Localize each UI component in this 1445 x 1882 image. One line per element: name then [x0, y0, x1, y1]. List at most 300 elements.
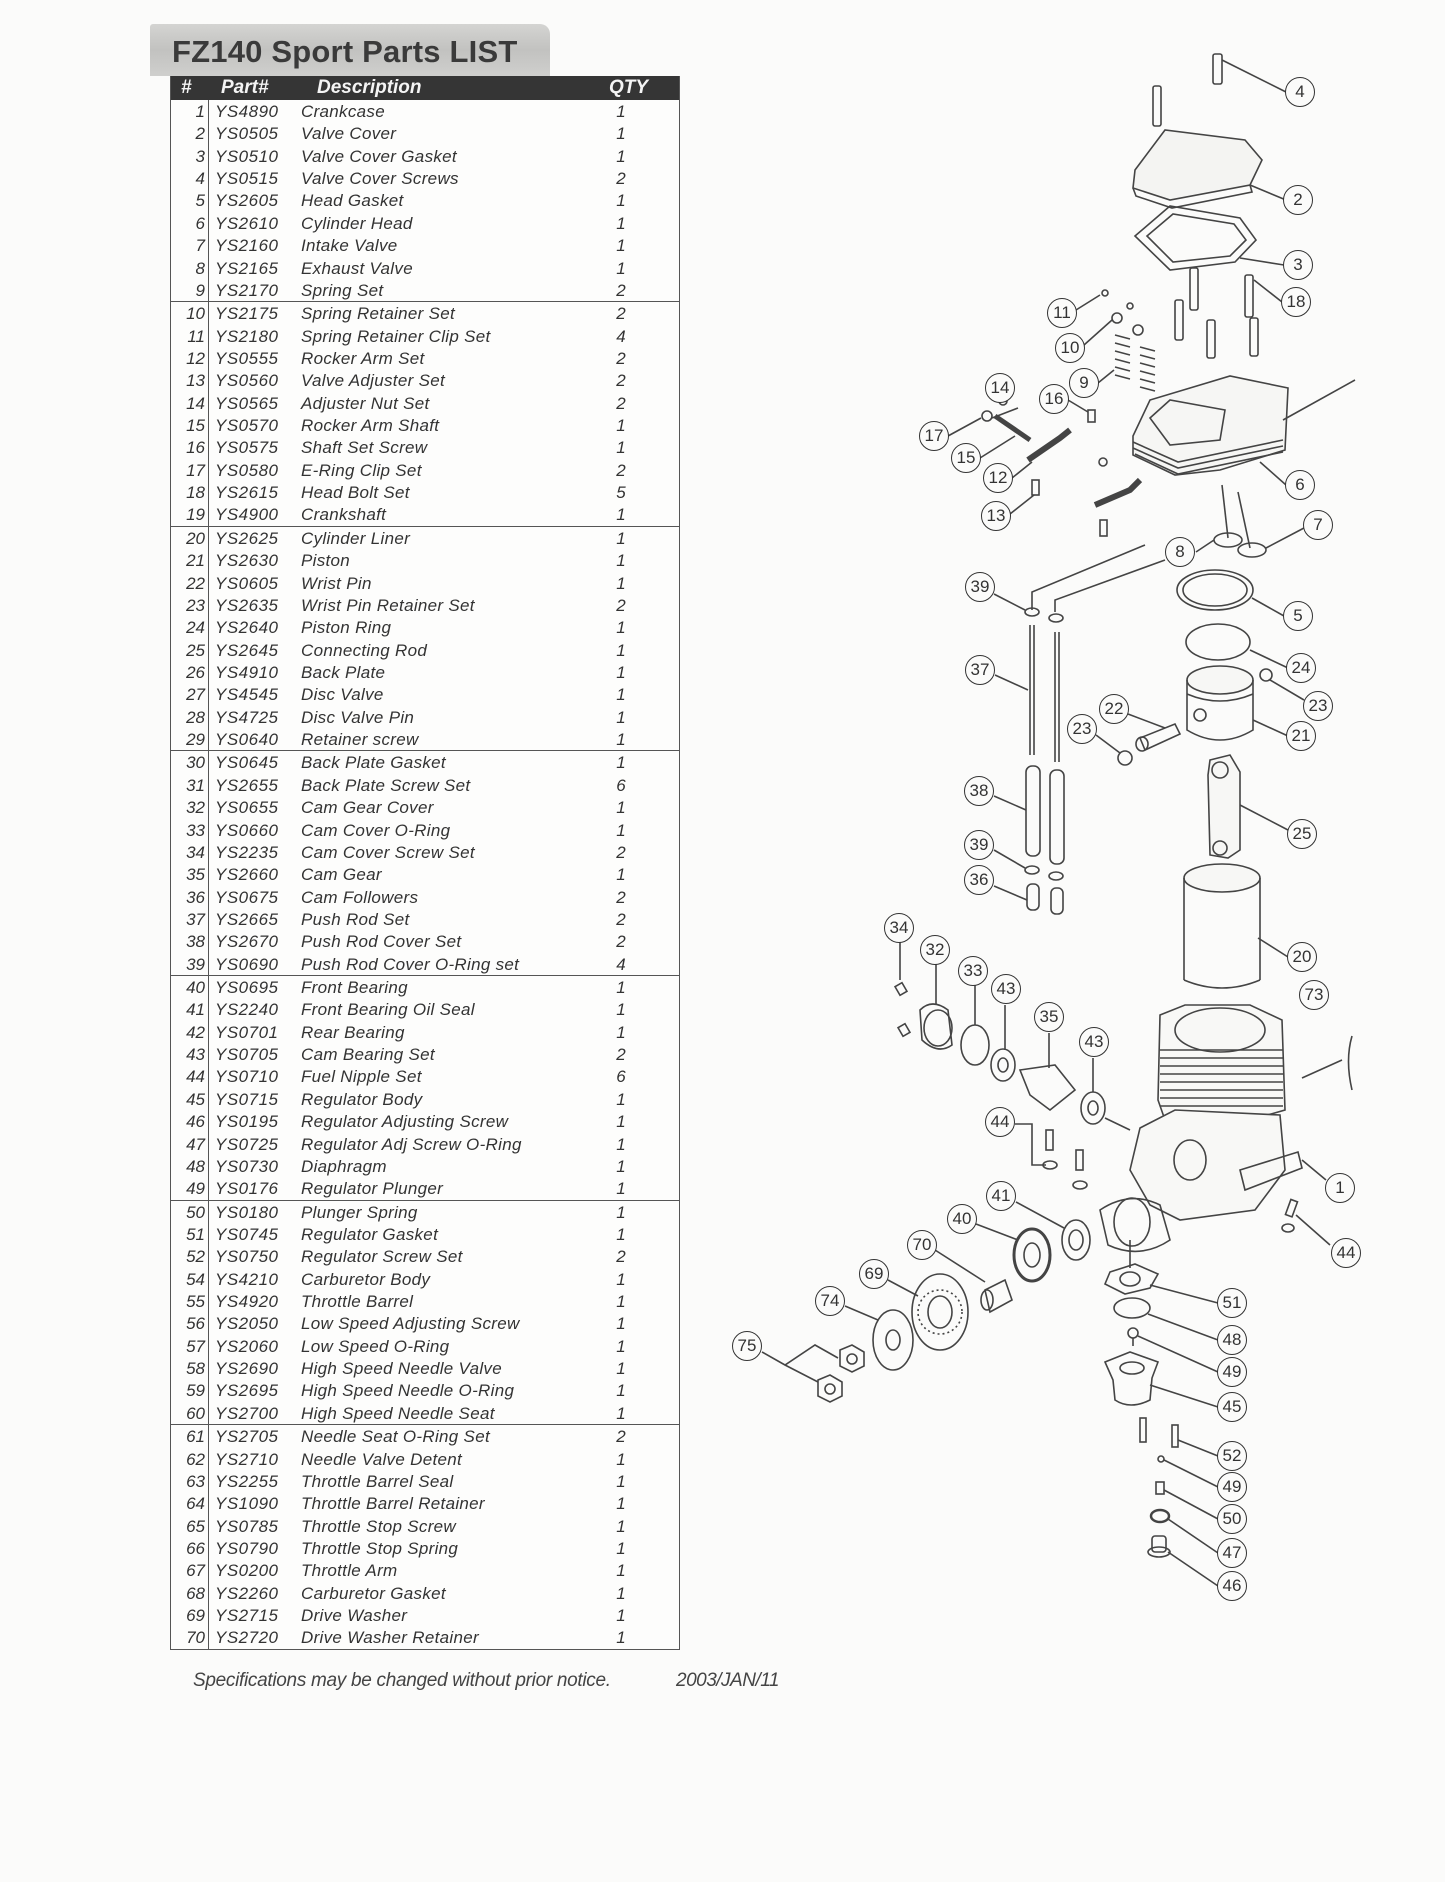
table-row: [171, 122, 679, 144]
quantity: 1: [616, 685, 626, 705]
quantity: 1: [616, 1089, 626, 1109]
part-description: Spring Retainer Set: [301, 304, 456, 324]
header-num: #: [181, 77, 192, 98]
part-description: High Speed Needle Seat: [301, 1403, 495, 1423]
table-row: [171, 392, 679, 414]
table-row: [171, 1604, 679, 1626]
part-number: YS2170: [215, 280, 279, 300]
item-number: 9: [195, 280, 205, 300]
part-number: YS4910: [215, 662, 279, 682]
part-number: YS2160: [215, 236, 279, 256]
item-number: 34: [186, 842, 205, 862]
quantity: 1: [616, 1516, 626, 1536]
callout-20: 20: [1287, 942, 1317, 972]
table-row: [171, 728, 679, 751]
part-number: YS2660: [215, 865, 279, 885]
part-description: Cam Followers: [301, 887, 419, 907]
callout-45: 45: [1217, 1392, 1247, 1422]
table-row: [171, 774, 679, 796]
part-number: YS4545: [215, 685, 279, 705]
callout-43: 43: [991, 974, 1021, 1004]
callout-12: 12: [983, 463, 1013, 493]
valves-icon: [1196, 485, 1304, 557]
part-number: YS0675: [215, 887, 279, 907]
callout-46: 46: [1217, 1571, 1247, 1601]
part-number: YS2255: [215, 1471, 279, 1491]
table-row: [171, 1537, 679, 1559]
callout-69: 69: [859, 1259, 889, 1289]
part-description: Carburetor Body: [301, 1269, 431, 1289]
part-description: Crankshaft: [301, 505, 387, 525]
part-description: Push Rod Cover Set: [301, 932, 462, 952]
quantity: 1: [616, 1449, 626, 1469]
part-number: YS0580: [215, 460, 279, 480]
part-number: YS2050: [215, 1314, 279, 1334]
item-number: 15: [186, 416, 205, 436]
quantity: 1: [616, 573, 626, 593]
callout-17: 17: [919, 421, 949, 451]
part-number: YS2715: [215, 1606, 279, 1626]
cylinder-liner-icon: [1184, 864, 1288, 988]
item-number: 69: [186, 1606, 205, 1626]
part-number: YS0690: [215, 954, 279, 974]
table-row: [171, 683, 679, 705]
table-row: [171, 167, 679, 189]
callout-15: 15: [951, 443, 981, 473]
item-number: 63: [186, 1471, 205, 1491]
item-number: 25: [186, 640, 205, 660]
item-number: 27: [186, 685, 205, 705]
table-row: [171, 1402, 679, 1425]
table-row: [171, 639, 679, 661]
table-row: [171, 347, 679, 369]
quantity: 1: [616, 1359, 626, 1379]
part-number: YS0655: [215, 798, 279, 818]
item-number: 22: [186, 573, 205, 593]
item-number: 20: [186, 528, 205, 548]
item-number: 23: [186, 595, 205, 615]
cylinder-head-icon: [1133, 376, 1355, 485]
part-description: Low Speed Adjusting Screw: [301, 1314, 520, 1334]
table-row: [171, 1559, 679, 1581]
callout-13: 13: [981, 501, 1011, 531]
callout-1: 1: [1325, 1173, 1355, 1203]
callout-9: 9: [1069, 368, 1099, 398]
header-part: Part#: [221, 77, 269, 98]
table-row: [171, 1043, 679, 1065]
table-row: [171, 257, 679, 279]
callout-11: 11: [1047, 298, 1077, 328]
callout-22: 22: [1099, 694, 1129, 724]
callout-39: 39: [965, 572, 995, 602]
part-number: YS2720: [215, 1628, 279, 1648]
item-number: 12: [186, 348, 205, 368]
quantity: 2: [616, 1247, 626, 1267]
item-number: 3: [195, 146, 205, 166]
part-description: Throttle Barrel Retainer: [301, 1494, 485, 1514]
part-number: YS0200: [215, 1561, 279, 1581]
item-number: 28: [186, 707, 205, 727]
item-number: 45: [186, 1089, 205, 1109]
part-description: Low Speed O-Ring: [301, 1336, 450, 1356]
part-description: Plunger Spring: [301, 1202, 418, 1222]
part-description: Cylinder Head: [301, 213, 413, 233]
item-number: 50: [186, 1202, 205, 1222]
part-number: YS0515: [215, 169, 279, 189]
part-description: Valve Adjuster Set: [301, 371, 445, 391]
prop-nuts-icon: [762, 1345, 864, 1402]
part-description: Cylinder Liner: [301, 528, 411, 548]
part-description: Rear Bearing: [301, 1022, 405, 1042]
part-description: Valve Cover Screws: [301, 169, 459, 189]
part-number: YS0750: [215, 1247, 279, 1267]
callout-36: 36: [964, 865, 994, 895]
callout-37: 37: [965, 655, 995, 685]
part-number: YS0565: [215, 393, 279, 413]
item-number: 7: [195, 236, 205, 256]
part-description: Rocker Arm Shaft: [301, 416, 440, 436]
callout-51: 51: [1217, 1288, 1247, 1318]
table-row: [171, 414, 679, 436]
part-description: Disc Valve: [301, 685, 384, 705]
part-number: YS0660: [215, 820, 279, 840]
drive-washer-retainer-icon: [935, 1250, 1012, 1312]
part-number: YS4920: [215, 1292, 279, 1312]
table-row: [171, 1268, 679, 1290]
part-description: Back Plate Screw Set: [301, 775, 471, 795]
callout-23: 23: [1067, 714, 1097, 744]
part-number: YS0745: [215, 1224, 279, 1244]
connecting-rod-icon: [1208, 755, 1288, 858]
part-number: YS0785: [215, 1516, 279, 1536]
quantity: 2: [616, 1045, 626, 1065]
quantity: 1: [616, 1292, 626, 1312]
callout-74: 74: [815, 1286, 845, 1316]
table-row: [171, 189, 679, 211]
item-number: 55: [186, 1292, 205, 1312]
item-number: 24: [186, 618, 205, 638]
callout-23: 23: [1303, 691, 1333, 721]
quantity: 2: [616, 371, 626, 391]
callout-3: 3: [1283, 250, 1313, 280]
table-row: [171, 819, 679, 841]
item-number: 41: [186, 1000, 205, 1020]
part-number: YS2670: [215, 932, 279, 952]
table-row: [171, 1177, 679, 1200]
callout-49: 49: [1217, 1357, 1247, 1387]
part-number: YS2695: [215, 1381, 279, 1401]
head-gasket-icon: [1177, 570, 1284, 616]
item-number: 59: [186, 1381, 205, 1401]
part-description: Disc Valve Pin: [301, 707, 415, 727]
part-description: Front Bearing Oil Seal: [301, 1000, 475, 1020]
part-description: Piston: [301, 551, 351, 571]
item-number: 68: [186, 1583, 205, 1603]
part-description: Push Rod Cover O-Ring set: [301, 954, 520, 974]
part-description: Shaft Set Screw: [301, 438, 428, 458]
quantity: 1: [616, 438, 626, 458]
part-description: Throttle Barrel Seal: [301, 1471, 454, 1491]
table-row: [171, 212, 679, 234]
item-number: 54: [186, 1269, 205, 1289]
item-number: 17: [186, 460, 205, 480]
part-number: YS2605: [215, 191, 279, 211]
callout-8: 8: [1165, 537, 1195, 567]
item-number: 48: [186, 1156, 205, 1176]
regulator-assembly-icon: [1105, 1240, 1218, 1586]
part-number: YS2655: [215, 775, 279, 795]
table-row: [171, 1088, 679, 1110]
table-row: [171, 549, 679, 571]
part-number: YS0645: [215, 753, 279, 773]
part-description: Carburetor Gasket: [301, 1583, 446, 1603]
table-row: [171, 1515, 679, 1537]
push-rods-icon: [994, 594, 1064, 914]
quantity: 1: [616, 124, 626, 144]
table-row: [171, 1492, 679, 1514]
item-number: 18: [186, 483, 205, 503]
table-row: [171, 661, 679, 683]
item-number: 33: [186, 820, 205, 840]
table-row: [171, 1290, 679, 1312]
item-number: 8: [195, 258, 205, 278]
part-number: YS0555: [215, 348, 279, 368]
callout-50: 50: [1217, 1504, 1247, 1534]
part-description: Head Gasket: [301, 191, 404, 211]
callout-44: 44: [1331, 1238, 1361, 1268]
part-number: YS2630: [215, 551, 279, 571]
quantity: 1: [616, 1314, 626, 1334]
quantity: 1: [616, 1022, 626, 1042]
table-row: [171, 481, 679, 503]
table-row: [171, 1448, 679, 1470]
part-description: Exhaust Valve: [301, 258, 413, 278]
quantity: 1: [616, 730, 626, 750]
part-description: Cam Cover Screw Set: [301, 842, 475, 862]
quantity: 1: [616, 1179, 626, 1199]
part-number: YS2635: [215, 595, 279, 615]
table-row: [171, 1133, 679, 1155]
part-description: Drive Washer: [301, 1606, 408, 1626]
callout-4: 4: [1285, 77, 1315, 107]
quantity: 4: [616, 954, 626, 974]
quantity: 5: [616, 483, 626, 503]
part-description: Throttle Stop Spring: [301, 1539, 459, 1558]
part-number: YS2175: [215, 304, 279, 324]
table-row: [171, 503, 679, 526]
part-number: YS0195: [215, 1112, 279, 1132]
quantity: 1: [616, 798, 626, 818]
valve-cover-icon: [1133, 86, 1286, 208]
item-number: 16: [186, 438, 205, 458]
item-number: 47: [186, 1134, 205, 1154]
item-number: 29: [186, 730, 205, 750]
part-number: YS2180: [215, 326, 279, 346]
callout-73: 73: [1299, 980, 1329, 1010]
quantity: 1: [616, 1539, 626, 1558]
table-row: [171, 616, 679, 638]
table-row: [171, 527, 679, 549]
item-number: 56: [186, 1314, 205, 1334]
part-description: Cam Cover O-Ring: [301, 820, 451, 840]
quantity: 1: [616, 551, 626, 571]
callout-47: 47: [1217, 1538, 1247, 1568]
table-row: [171, 976, 679, 998]
quantity: 1: [616, 820, 626, 840]
valve-cover-gasket-icon: [1135, 206, 1284, 270]
part-description: Back Plate: [301, 662, 386, 682]
part-number: YS0176: [215, 1179, 279, 1199]
part-number: YS2700: [215, 1403, 279, 1423]
table-row: [171, 886, 679, 908]
part-description: E-Ring Clip Set: [301, 460, 422, 480]
part-description: Retainer screw: [301, 730, 419, 750]
part-description: Crankcase: [301, 102, 385, 121]
valve-cover-screw-icon: [1213, 54, 1286, 92]
callout-34: 34: [884, 913, 914, 943]
part-description: Wrist Pin: [301, 573, 372, 593]
leader-lines-icon: [1032, 545, 1165, 612]
part-number: YS0701: [215, 1022, 279, 1042]
drive-washer-icon: [888, 1274, 968, 1350]
quantity: 1: [616, 191, 626, 211]
table-row: [171, 863, 679, 885]
table-row: [171, 1245, 679, 1267]
quantity: 1: [616, 1494, 626, 1514]
item-number: 19: [186, 505, 205, 525]
part-description: Cam Bearing Set: [301, 1045, 435, 1065]
table-row: [171, 436, 679, 458]
quantity: 1: [616, 1112, 626, 1132]
callout-14: 14: [985, 373, 1015, 403]
part-description: Throttle Barrel: [301, 1292, 414, 1312]
item-number: 1: [195, 102, 205, 121]
quantity: 2: [616, 348, 626, 368]
part-number: YS0505: [215, 124, 279, 144]
table-row: [171, 1021, 679, 1043]
table-row: [171, 1357, 679, 1379]
part-number: YS2235: [215, 842, 279, 862]
table-row: [171, 706, 679, 728]
header-qty: QTY: [609, 77, 649, 98]
table-row: [171, 930, 679, 952]
part-description: Piston Ring: [301, 618, 392, 638]
page-title: FZ140 Sport Parts LIST: [172, 34, 518, 69]
part-description: High Speed Needle Valve: [301, 1359, 502, 1379]
part-description: Throttle Stop Screw: [301, 1516, 456, 1536]
table-row: [171, 572, 679, 594]
quantity: 1: [616, 618, 626, 638]
item-number: 4: [195, 169, 205, 189]
quantity: 1: [616, 1224, 626, 1244]
table-row: [171, 459, 679, 481]
quantity: 1: [616, 1403, 626, 1423]
table-body: [171, 100, 679, 1649]
quantity: 2: [616, 909, 626, 929]
item-number: 21: [186, 551, 205, 571]
quantity: 1: [616, 1471, 626, 1491]
part-number: YS2060: [215, 1336, 279, 1356]
quantity: 1: [616, 1606, 626, 1626]
item-number: 14: [186, 393, 205, 413]
backplate-icon: [1302, 1036, 1352, 1090]
footer-note: Specifications may be changed without prior notice.: [193, 1670, 611, 1691]
table-row: [171, 1312, 679, 1334]
quantity: 1: [616, 1628, 626, 1648]
part-description: Regulator Adj Screw O-Ring: [301, 1134, 522, 1154]
table-row: [171, 1110, 679, 1132]
callout-33: 33: [958, 956, 988, 986]
table-row: [171, 1335, 679, 1357]
quantity: 2: [616, 842, 626, 862]
callout-43: 43: [1079, 1027, 1109, 1057]
part-number: YS2645: [215, 640, 279, 660]
part-number: YS2640: [215, 618, 279, 638]
part-description: Throttle Arm: [301, 1561, 398, 1581]
quantity: 1: [616, 1381, 626, 1401]
callout-35: 35: [1034, 1002, 1064, 1032]
table-row: [171, 1626, 679, 1648]
part-description: Regulator Body: [301, 1089, 423, 1109]
part-description: Spring Set: [301, 280, 384, 300]
item-number: 62: [186, 1449, 205, 1469]
quantity: 1: [616, 707, 626, 727]
part-description: Regulator Plunger: [301, 1179, 444, 1199]
callout-16: 16: [1039, 384, 1069, 414]
item-number: 51: [186, 1224, 205, 1244]
head-bolts-icon: [1175, 268, 1282, 358]
item-number: 70: [186, 1628, 205, 1648]
part-number: YS0510: [215, 146, 279, 166]
quantity: 2: [616, 169, 626, 189]
prop-washer-icon: [845, 1306, 913, 1370]
quantity: 1: [616, 865, 626, 885]
item-number: 30: [186, 753, 205, 773]
crankcase-icon: [1100, 1005, 1326, 1251]
part-number: YS2710: [215, 1449, 279, 1469]
quantity: 6: [616, 1067, 626, 1087]
part-description: Regulator Gasket: [301, 1224, 439, 1244]
quantity: 1: [616, 416, 626, 436]
callout-10: 10: [1055, 333, 1085, 363]
item-number: 31: [186, 775, 205, 795]
callout-48: 48: [1217, 1325, 1247, 1355]
part-description: Valve Cover Gasket: [301, 146, 457, 166]
part-number: YS0560: [215, 371, 279, 391]
table-row: [171, 1223, 679, 1245]
footer-date: 2003/JAN/11: [676, 1670, 779, 1691]
part-description: Regulator Screw Set: [301, 1247, 463, 1267]
part-description: Wrist Pin Retainer Set: [301, 595, 475, 615]
part-number: YS2615: [215, 483, 279, 503]
part-number: YS2610: [215, 213, 279, 233]
callout-18: 18: [1281, 287, 1311, 317]
table-row: [171, 234, 679, 256]
part-number: YS2240: [215, 1000, 279, 1020]
part-description: Fuel Nipple Set: [301, 1067, 422, 1087]
quantity: 1: [616, 258, 626, 278]
item-number: 26: [186, 662, 205, 682]
table-row: [171, 325, 679, 347]
part-number: YS0605: [215, 573, 279, 593]
part-description: Drive Washer Retainer: [301, 1628, 479, 1648]
part-number: YS0705: [215, 1045, 279, 1065]
callout-70: 70: [907, 1230, 937, 1260]
item-number: 39: [186, 954, 205, 974]
quantity: 2: [616, 932, 626, 952]
part-description: Needle Seat O-Ring Set: [301, 1427, 490, 1447]
table-row: [171, 1065, 679, 1087]
